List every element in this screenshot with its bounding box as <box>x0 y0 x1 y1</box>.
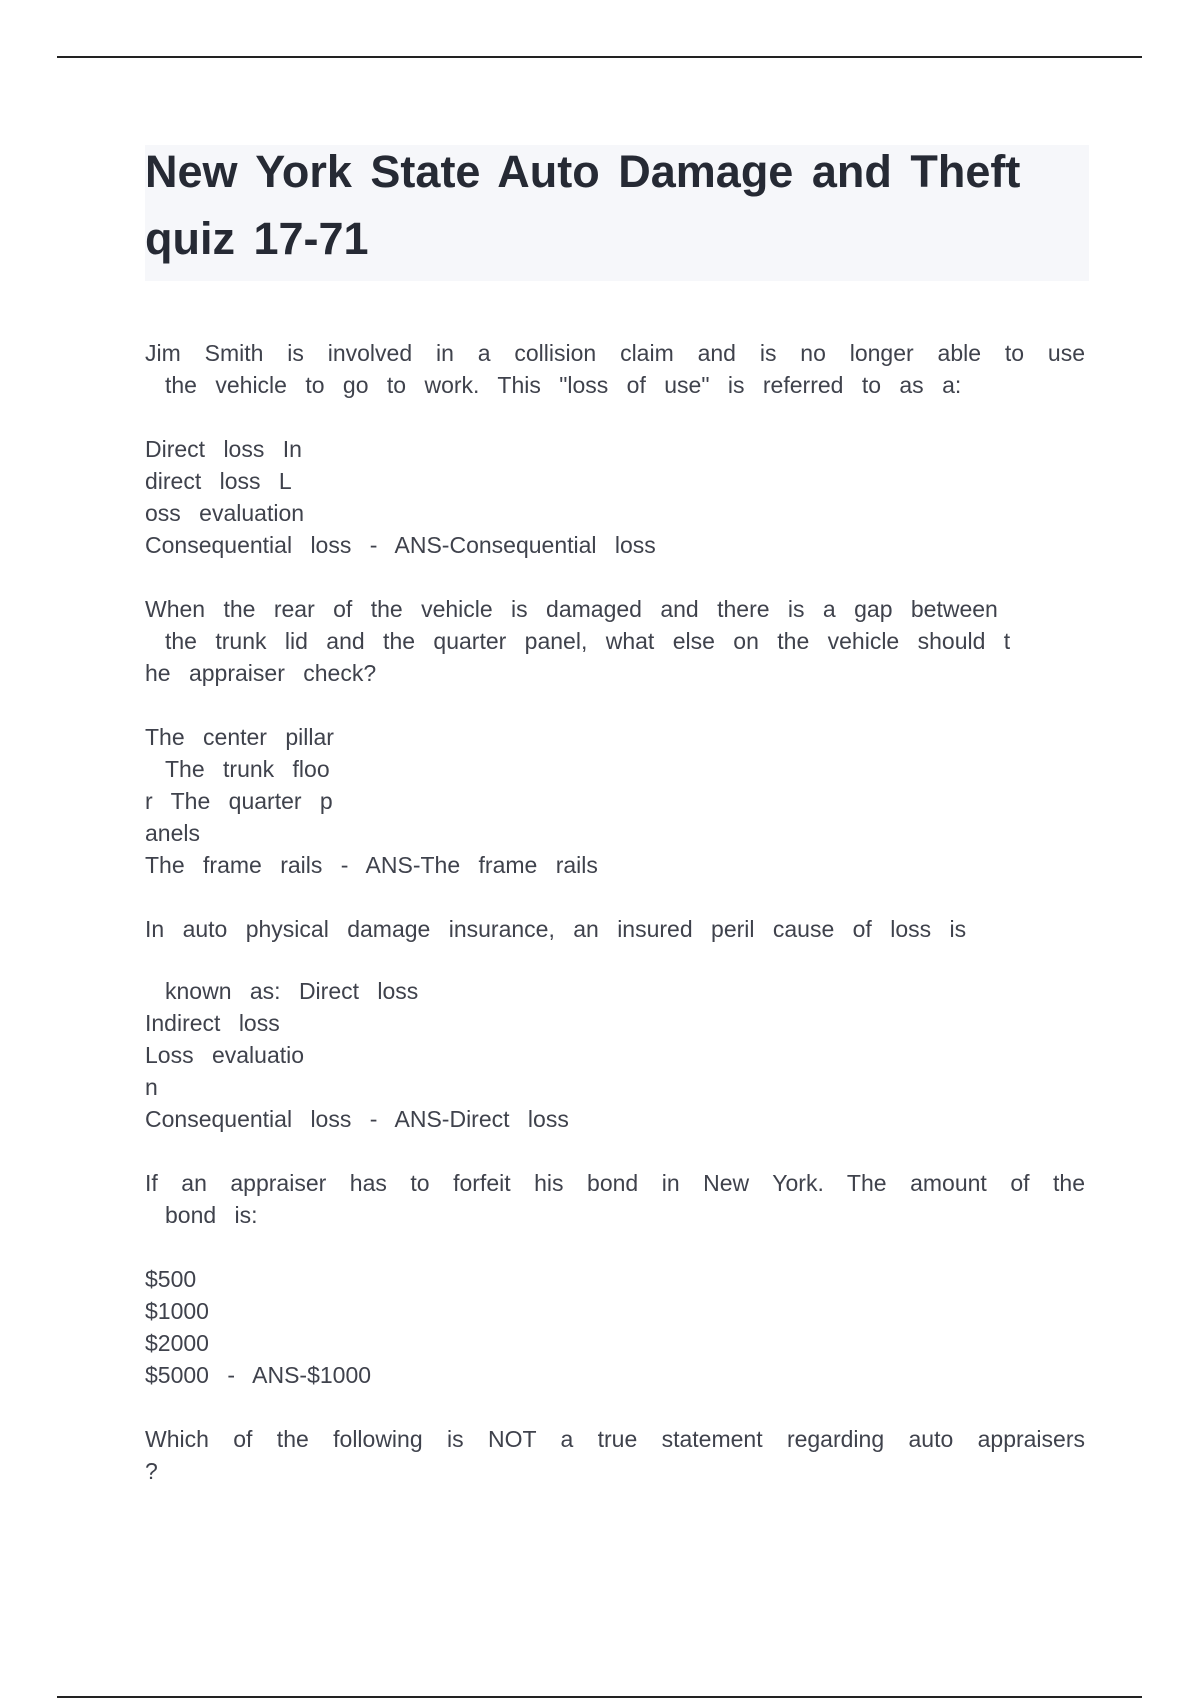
question-4-options <box>145 1263 1085 1391</box>
question-5 <box>145 1423 1085 1487</box>
option-item: direct loss L <box>145 468 292 494</box>
question-3-options <box>145 975 1085 1135</box>
question-2-line-2: the trunk lid and the quarter panel, what else on the vehicle should t <box>165 628 1011 654</box>
question-4-line-2: bond is: <box>165 1202 258 1228</box>
question-5-line-1: Which of the following is NOT a true statement regarding auto appraisers <box>145 1426 1085 1452</box>
answer-item: $5000 - ANS-$1000 <box>145 1362 372 1388</box>
bottom-rule <box>57 1696 1142 1698</box>
question-2-options <box>145 721 1085 881</box>
document-title <box>145 138 1089 272</box>
question-2 <box>145 593 1085 689</box>
question-4 <box>145 1167 1085 1231</box>
option-item: The trunk floo <box>165 756 330 782</box>
option-item: $2000 <box>145 1330 209 1356</box>
question-4-line-1: If an appraiser has to forfeit his bond in New York. The amount of the <box>145 1170 1085 1196</box>
option-item: Direct loss In <box>145 436 302 462</box>
question-5-line-2: ? <box>145 1458 158 1484</box>
option-item: $500 <box>145 1266 197 1292</box>
question-1-line-1: Jim Smith is involved in a collision claim and is no longer able to use <box>145 340 1085 366</box>
option-item: The center pillar <box>145 724 334 750</box>
question-1-options <box>145 433 1085 561</box>
option-item: r The quarter p <box>145 788 333 814</box>
top-rule <box>57 56 1142 58</box>
question-2-line-1: When the rear of the vehicle is damaged and there is a gap between <box>145 596 998 622</box>
quiz-content <box>145 337 1085 1487</box>
option-item: Loss evaluatio <box>145 1042 305 1068</box>
option-item: $1000 <box>145 1298 209 1324</box>
question-3 <box>145 913 1085 945</box>
answer-item: Consequential loss - ANS-Direct loss <box>145 1106 569 1132</box>
title-line-2: quiz 17-71 <box>145 213 369 264</box>
question-1-line-2: the vehicle to go to work. This "loss of use" is referred to as a: <box>165 372 962 398</box>
title-line-1: New York State Auto Damage and Theft <box>145 146 1021 197</box>
option-item: n <box>145 1074 158 1100</box>
option-item: Indirect loss <box>145 1010 280 1036</box>
answer-item: The frame rails - ANS-The frame rails <box>145 852 598 878</box>
option-item: oss evaluation <box>145 500 305 526</box>
option-item: known as: Direct loss <box>165 978 419 1004</box>
question-3-line-1: In auto physical damage insurance, an insured peril cause of loss is <box>145 916 967 942</box>
question-2-line-3: he appraiser check? <box>145 660 377 686</box>
answer-item: Consequential loss - ANS-Consequential loss <box>145 532 656 558</box>
option-item: anels <box>145 820 200 846</box>
question-1 <box>145 337 1085 401</box>
